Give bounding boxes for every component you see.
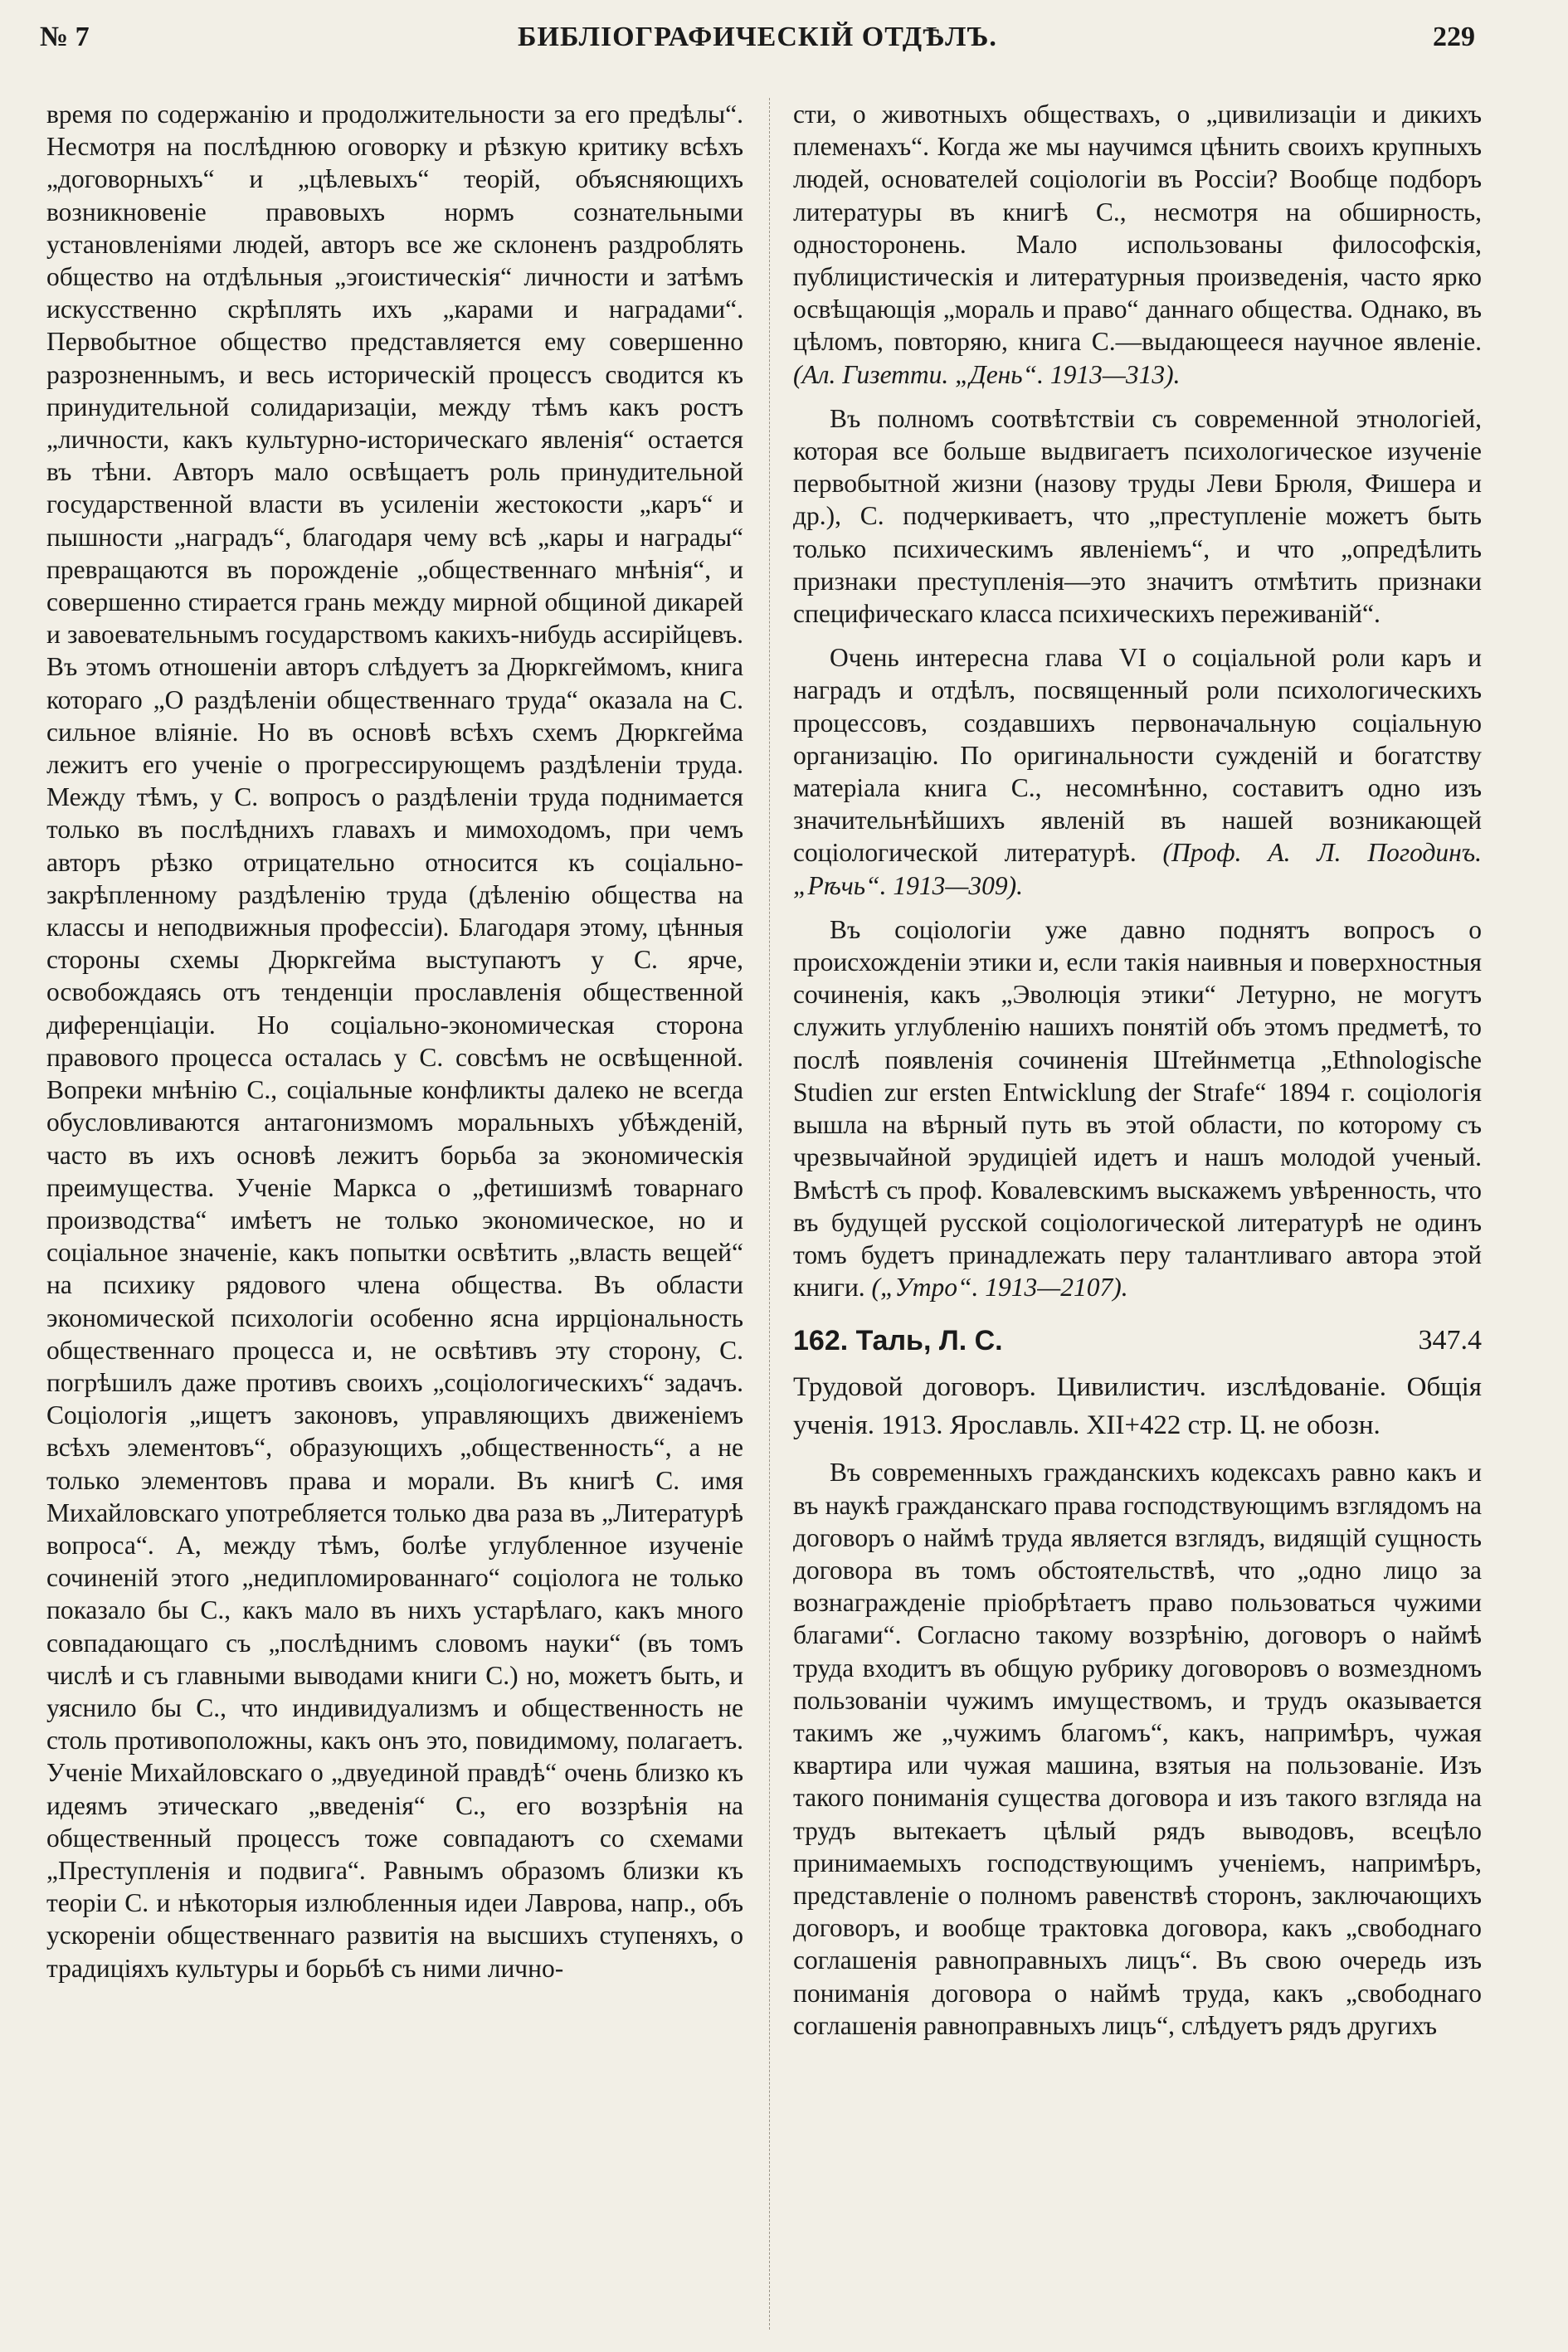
review-text: Въ полномъ соотвѣтствіи съ современной этнологіей, которая все больше выдвигаетъ психологическое изученіе первобытной жизни (назову труды Леви Брюля, Фишера и др.), С. подчеркиваетъ, что „преступленіе можетъ быть только психическимъ явленіемъ“, и что „опредѣлить признаки преступленія—это значитъ отмѣтить признаки специфическаго класса психическихъ переживаній“. [793, 403, 1482, 629]
entry-description: Трудовой договоръ. Цивилистич. изслѣдованіе. Общія ученія. 1913. Ярославль. XII+422 стр. Ц. не обозн. [793, 1372, 1482, 1441]
right-column [793, 98, 1482, 2042]
review-source: („Утро“. 1913—2107). [871, 1273, 1128, 1303]
review-text: Очень интересна глава VI о соціальной роли каръ и наградъ и отдѣлъ, посвященный роли психологическихъ процессовъ, создавшихъ первоначальную соціальную организацію. По оригинальности сужденій и богатству матеріала книга С., несомнѣнно, составитъ одно изъ значительнѣйшихъ явленій въ нашей возникающей соціологической литературѣ. [793, 643, 1482, 868]
review-text: Въ соціологіи уже давно поднятъ вопросъ о происхожденіи этики и, если такія наивныя и поверхностныя сочиненія, какъ „Эволюція этики“ Летурно, не могутъ служить углубленію нашихъ понятій объ этомъ предметѣ, то послѣ появленія сочиненія Штейнметца „Ethnologische Studien zur ersten Entwicklung der Strafe“ 1894 г. соціологія вышла на вѣрный путь въ этой области, по которому съ чрезвычайной эрудиціей идетъ и нашъ молодой ученый. Вмѣстѣ съ проф. Ковалевскимъ выскажемъ увѣренность, что въ будущей русской соціологической литературѣ не одинъ томъ будетъ принадлежать перу талантливаго автора этой книги. [793, 914, 1482, 1303]
review-text: сти, о животныхъ обществахъ, о „цивилизаціи и дикихъ племенахъ“. Когда же мы научимся цѣнить своихъ крупныхъ людей, основателей соціологіи въ Россіи? Вообще подборъ литературы въ книгѣ С., несмотря на обширность, односторонень. Мало использованы философскія, публицистическія и литературныя произведенія, часто ярко освѣщающія „мораль и право“ даннаго общества. Однако, въ цѣломъ, повторяю, книга С.—выдающееся научное явленіе. [793, 100, 1482, 357]
left-column [46, 98, 743, 1984]
review-text-paragraph [793, 98, 1482, 391]
section-title: БИБЛIОГРАФИЧЕСКIЙ ОТДѢЛЪ. [518, 22, 997, 52]
review-text-paragraph [793, 641, 1482, 902]
issue-number: № 7 [40, 22, 90, 52]
bibliography-entry-heading [793, 1322, 1482, 1360]
entry-classification: 347.4 [1418, 1325, 1482, 1356]
review-text-paragraph [793, 913, 1482, 1303]
review-source: (Проф. А. Л. Погодинъ. „Рѣчь“. 1913—309). [793, 838, 1482, 900]
entry-number-author: 162. Таль, Л. С. [793, 1325, 1003, 1357]
column-divider [769, 98, 771, 2330]
page-header [40, 22, 1475, 61]
review-source: (Ал. Гизетти. „День“. 1913—313). [793, 359, 1181, 389]
review-text: Въ современныхъ гражданскихъ кодексахъ равно какъ и въ наукѣ гражданскаго права господствующимъ взглядомъ на договоръ о наймѣ труда является взглядъ, видящій сущность договора въ томъ обстоятельствѣ, что „одно лицо за вознагражденіе пріобрѣтаетъ право пользоваться чужими благами“. Согласно такому воззрѣнію, договоръ о наймѣ труда входитъ въ общую рубрику договоровъ о возмездномъ пользованіи чужимъ имуществомъ, и трудъ оказывается такимъ же „чужимъ благомъ“, какъ, напримѣръ, чужая квартира или чужая машина, взятыя на пользованіе. Изъ такого пониманія существа договора и изъ такого взгляда на трудъ вытекаетъ цѣлый рядъ выводовъ, всецѣло принимаемыхъ господствующимъ ученіемъ, напримѣръ, представленіе о полномъ равенствѣ сторонъ, заключающихъ договоръ, и вообще трактовка договора, какъ „свободнаго соглашенія равноправныхъ лицъ“. Въ свою очередь изъ пониманія договора о наймѣ труда, какъ „свободнаго соглашенія равноправныхъ лицъ“, слѣдуетъ рядъ другихъ [793, 1458, 1482, 2040]
page-number: 229 [1433, 22, 1475, 52]
review-continuation-text: время по содержанію и продолжительности за его предѣлы“. Несмотря на послѣднюю оговорку и рѣзкую критику всѣхъ „договорныхъ“ и „цѣлевыхъ“ теорій, объясняющихъ возникновеніе правовыхъ нормъ сознательными установленіями людей, авторъ все же склоненъ раздроблять общество на отдѣльныя „эгоистическія“ личности и затѣмъ искусственно скрѣплять ихъ „карами и наградами“. Первобытное общество представляется ему совершенно разрозненнымъ, и весь историческій процессъ сводится къ принудительной солидаризаціи, между тѣмъ какъ ростъ „личности, какъ культурно-историческаго явленія“ остается въ тѣни. Авторъ мало освѣщаетъ роль принудительной государственной власти въ усиленіи жестокости „каръ“ и пышности „наградъ“, благодаря чему всѣ „кары и награды“ превращаются въ порожденіе „общественнаго мнѣнія“, и совершенно стирается грань между мирной общиной дикарей и завоевательнымъ государствомъ какихъ-нибудь ассирійцевъ. Въ этомъ отношеніи авторъ слѣдуетъ за Дюркгеймомъ, книга котораго „О раздѣленіи общественнаго труда“ оказала на С. сильное вліяніе. Но въ основѣ всѣхъ схемъ Дюркгейма лежитъ его ученіе о прогрессирующемъ раздѣленіи труда. Между тѣмъ, у С. вопросъ о раздѣленіи труда поднимается только въ послѣднихъ главахъ и мимоходомъ, при чемъ авторъ рѣзко отрицательно относится къ соціально-закрѣпленному раздѣленію труда (дѣленію общества на классы и неподвижныя профессіи). Благодаря этому, цѣнныя стороны схемы Дюркгейма выступаютъ у С. ярче, освобождаясь отъ тенденціи прославленія общественной диференціаціи. Но соціально-экономическая сторона правового процесса осталась у С. совсѣмъ не освѣщенной. Вопреки мнѣнію С., соціальные конфликты далеко не всегда обусловливаются антагонизмомъ моральныхъ убѣжденій, часто въ ихъ основѣ лежитъ борьба за экономическія преимущества. Ученіе Маркса о „фетишизмѣ товарнаго производства“ имѣетъ не только экономическое, но и соціальное значеніе, какъ попытки освѣтить „власть вещей“ на психику рядового члена общества. Въ области экономической психологіи особенно ясна иррціональность общественнаго процесса и, не освѣтивъ эту сторону, С. погрѣшилъ даже противъ своихъ „соціологическихъ“ задачъ. Соціологія „ищетъ законовъ, управляющихъ движеніемъ всѣхъ элементовъ“, образующихъ „общественность“, а не только элементовъ права и морали. Въ книгѣ С. имя Михайловскаго употребляется только два раза въ „Литературѣ вопроса“. А, между тѣмъ, болѣе углубленное изученіе сочиненій этого „недипломированнаго“ соціолога не только показало бы С., какъ мало въ нихъ устарѣлаго, какъ много совпадающаго съ „послѣднимъ словомъ науки“ (въ томъ числѣ и съ главными выводами книги С.) но, можетъ быть, и уяснило бы С., что индивидуализмъ и общественность не столь противоположны, какъ онъ это, повидимому, полагаетъ. Ученіе Михайловскаго о „двуединой правдѣ“ очень близко къ идеямъ этическаго „введенія“ С., его воззрѣнія на общественный процессъ тоже совпадаютъ со схемами „Преступленія и подвига“. Равнымъ образомъ близки къ теоріи С. и нѣкоторыя излюбленныя идеи Лаврова, напр., объ ускореніи общественнаго развитія на высшихъ ступеняхъ, о традиціяхъ культуры и борьбѣ съ ними лично- [46, 100, 743, 1983]
